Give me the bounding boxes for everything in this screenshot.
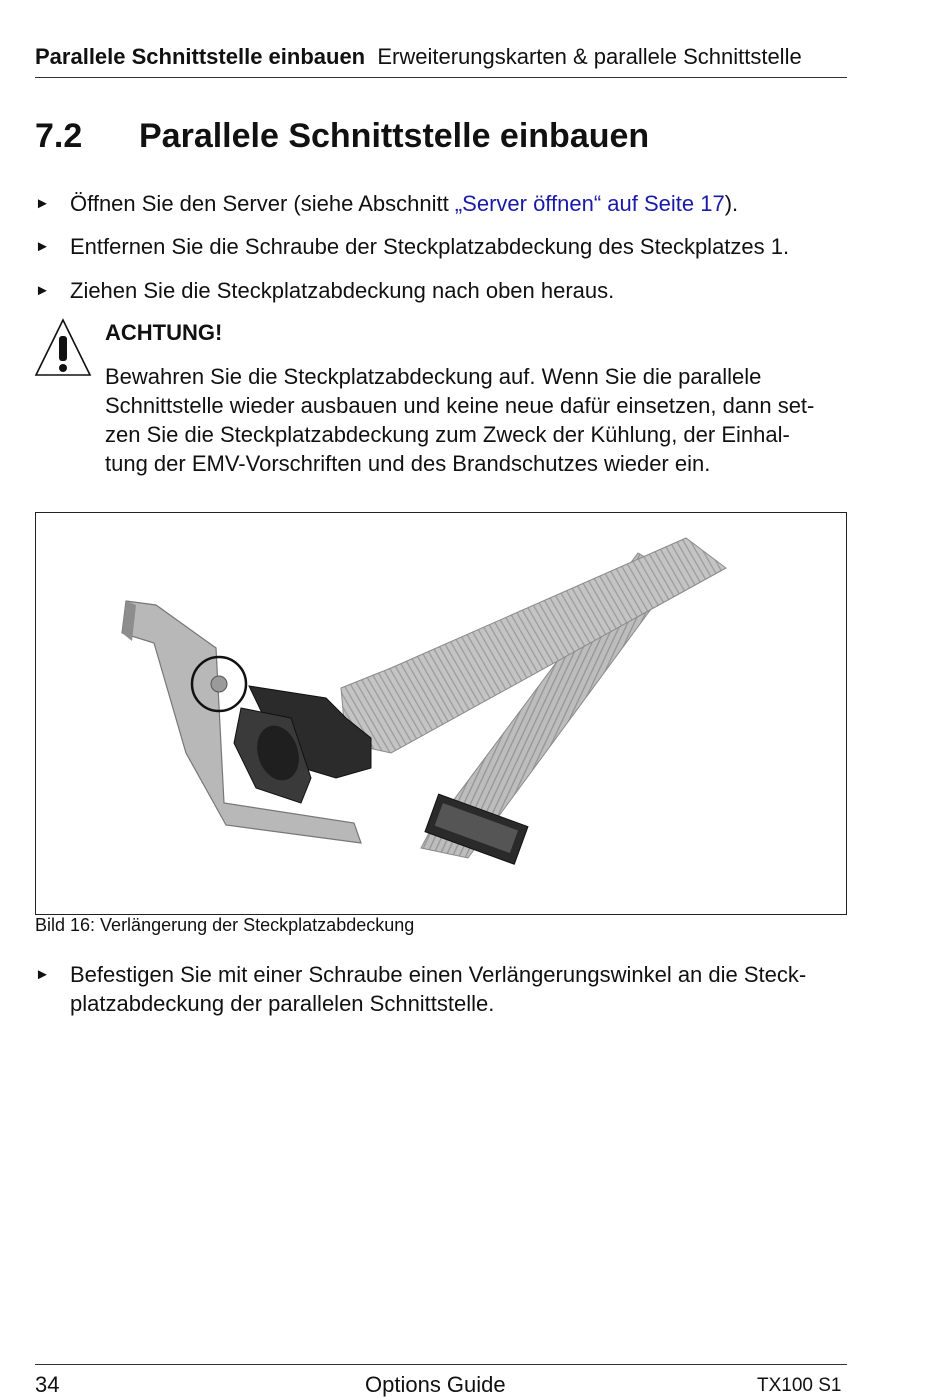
section-heading <box>35 117 649 156</box>
bullet-arrow-icon: ► <box>35 966 50 983</box>
step-text: Ziehen Sie die Steckplatzabdeckung nach oben heraus. <box>70 278 615 303</box>
header-rule <box>35 77 847 78</box>
section-number: 7.2 <box>35 117 83 155</box>
running-header <box>35 44 847 70</box>
step-text-after: ). <box>724 191 739 216</box>
step-text <box>70 960 847 1018</box>
step-line: Befestigen Sie mit einer Schraube einen Verlängerungswinkel an die Steck- <box>70 962 807 987</box>
server-open-link[interactable]: „Server öffnen“ auf Seite 17 <box>454 191 725 216</box>
bullet-arrow-icon: ► <box>35 195 50 212</box>
step-text: Entfernen Sie die Schraube der Steckplatzabdeckung des Steckplatzes 1. <box>70 234 790 259</box>
step-attach-bracket <box>35 960 847 1018</box>
section-title: Parallele Schnittstelle einbauen <box>139 117 650 155</box>
warning-line: tung der EMV-Vorschriften und des Brandschutzes wieder ein. <box>105 451 711 476</box>
document-name: Options Guide <box>365 1372 506 1397</box>
bullet-arrow-icon: ► <box>35 282 50 299</box>
warning-title: ACHTUNG! <box>105 320 223 345</box>
warning-text <box>105 362 850 478</box>
step-remove-screw <box>35 232 847 261</box>
parallel-port-bracket-illustration <box>36 513 846 914</box>
figure-slot-bracket-cable <box>35 512 847 915</box>
warning-line: Schnittstelle wieder ausbauen und keine neue dafür einsetzen, dann set- <box>105 393 815 418</box>
warning-line: zen Sie die Steckplatzabdeckung zum Zweck der Kühlung, der Einhal- <box>105 422 790 447</box>
step-line: platzabdeckung der parallelen Schnittstelle. <box>70 991 495 1016</box>
step-pull-cover <box>35 276 847 305</box>
page-number: 34 <box>35 1372 60 1397</box>
figure-caption: Bild 16: Verlängerung der Steckplatzabdeckung <box>35 915 415 935</box>
warning-line: Bewahren Sie die Steckplatzabdeckung auf. Wenn Sie die parallele <box>105 364 762 389</box>
step-open-server <box>35 189 847 218</box>
warning-triangle-icon <box>33 318 93 378</box>
bullet-arrow-icon: ► <box>35 238 50 255</box>
header-section: Parallele Schnittstelle einbauen <box>35 44 366 69</box>
step-text <box>70 189 847 218</box>
model-name: TX100 S1 <box>757 1375 842 1396</box>
header-chapter: Erweiterungskarten & parallele Schnittstelle <box>377 44 802 69</box>
footer-rule <box>35 1364 847 1365</box>
step-text-before: Öffnen Sie den Server (siehe Abschnitt <box>70 191 455 216</box>
